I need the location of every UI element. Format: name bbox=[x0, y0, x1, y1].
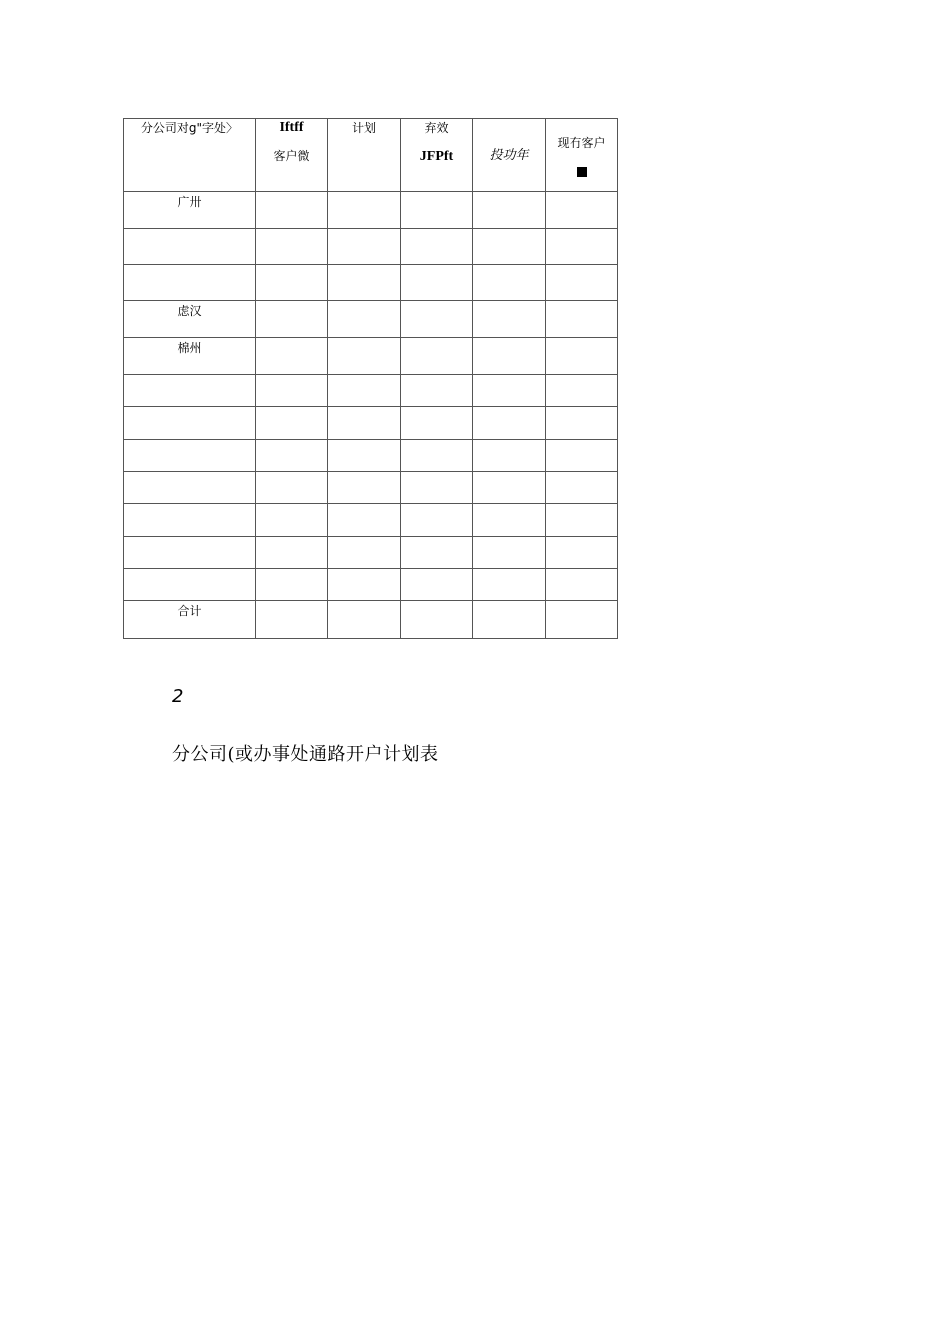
table-row bbox=[124, 537, 618, 569]
row-value-cell bbox=[328, 265, 401, 301]
row-value-cell bbox=[328, 472, 401, 504]
table-row bbox=[124, 301, 618, 338]
row-value-cell bbox=[546, 472, 618, 504]
row-label-cell bbox=[124, 569, 256, 601]
row-value-cell bbox=[401, 229, 473, 265]
header-plan-label: 计划 bbox=[351, 121, 376, 135]
table-row bbox=[124, 472, 618, 504]
row-label bbox=[124, 229, 255, 232]
row-label-cell bbox=[124, 338, 256, 375]
row-value-cell bbox=[546, 338, 618, 375]
row-value-cell bbox=[328, 440, 401, 472]
row-label: 合计 bbox=[177, 604, 202, 618]
header-existing-customers bbox=[546, 119, 618, 192]
header-investment bbox=[473, 119, 546, 192]
row-value-cell bbox=[473, 472, 546, 504]
row-value-cell bbox=[328, 407, 401, 440]
row-value-cell bbox=[473, 440, 546, 472]
row-label bbox=[124, 375, 255, 378]
row-value-cell bbox=[256, 440, 328, 472]
row-value-cell bbox=[401, 601, 473, 639]
row-value-cell bbox=[546, 265, 618, 301]
row-value-cell bbox=[256, 537, 328, 569]
row-value-cell bbox=[473, 338, 546, 375]
header-effective-line1: 弃效 bbox=[424, 121, 449, 135]
row-label: 棉州 bbox=[177, 341, 202, 355]
row-label bbox=[124, 265, 255, 268]
row-value-cell bbox=[256, 338, 328, 375]
row-value-cell bbox=[401, 504, 473, 537]
row-value-cell bbox=[473, 229, 546, 265]
row-label-cell bbox=[124, 504, 256, 537]
row-value-cell bbox=[546, 301, 618, 338]
row-value-cell bbox=[256, 229, 328, 265]
row-value-cell bbox=[256, 472, 328, 504]
row-value-cell bbox=[256, 569, 328, 601]
row-value-cell bbox=[546, 569, 618, 601]
row-value-cell bbox=[401, 472, 473, 504]
row-value-cell bbox=[328, 192, 401, 229]
table-header-row bbox=[124, 119, 618, 192]
row-value-cell bbox=[473, 192, 546, 229]
row-value-cell bbox=[401, 192, 473, 229]
row-label-cell bbox=[124, 472, 256, 504]
row-label: 虑汉 bbox=[177, 304, 202, 318]
table-row bbox=[124, 192, 618, 229]
table-row bbox=[124, 338, 618, 375]
row-label bbox=[124, 472, 255, 475]
table-row bbox=[124, 229, 618, 265]
row-label bbox=[124, 569, 255, 572]
row-label bbox=[124, 537, 255, 540]
row-value-cell bbox=[401, 569, 473, 601]
square-icon-wrap bbox=[546, 150, 617, 180]
row-value-cell bbox=[473, 407, 546, 440]
row-value-cell bbox=[256, 265, 328, 301]
row-value-cell bbox=[328, 569, 401, 601]
header-plan bbox=[328, 119, 401, 192]
row-label: 广卅 bbox=[177, 195, 202, 209]
row-value-cell bbox=[256, 192, 328, 229]
header-existing-customers-label: 现冇客户 bbox=[557, 136, 606, 150]
row-label-cell bbox=[124, 601, 256, 639]
table-row bbox=[124, 407, 618, 440]
row-value-cell bbox=[473, 569, 546, 601]
table-caption: 分公司(或办事处通路开户计划表 bbox=[172, 744, 439, 765]
row-value-cell bbox=[473, 265, 546, 301]
row-label-cell bbox=[124, 301, 256, 338]
row-label-cell bbox=[124, 375, 256, 407]
row-label bbox=[124, 407, 255, 410]
row-label bbox=[124, 440, 255, 443]
page-number: 2 bbox=[172, 686, 184, 707]
row-value-cell bbox=[546, 440, 618, 472]
row-value-cell bbox=[401, 375, 473, 407]
row-label-cell bbox=[124, 265, 256, 301]
table-row bbox=[124, 265, 618, 301]
row-label-cell bbox=[124, 192, 256, 229]
header-branch-label: 分公司对g"字处〉 bbox=[140, 121, 239, 135]
row-label-cell bbox=[124, 537, 256, 569]
table-row bbox=[124, 440, 618, 472]
row-value-cell bbox=[546, 229, 618, 265]
row-value-cell bbox=[401, 440, 473, 472]
row-value-cell bbox=[328, 301, 401, 338]
table-row bbox=[124, 504, 618, 537]
table-row bbox=[124, 375, 618, 407]
table-row bbox=[124, 601, 618, 639]
row-value-cell bbox=[546, 192, 618, 229]
row-value-cell bbox=[328, 338, 401, 375]
row-value-cell bbox=[401, 301, 473, 338]
row-value-cell bbox=[256, 301, 328, 338]
header-investment-label: 投功年 bbox=[489, 148, 529, 163]
row-value-cell bbox=[328, 537, 401, 569]
row-value-cell bbox=[546, 537, 618, 569]
row-value-cell bbox=[401, 407, 473, 440]
row-value-cell bbox=[328, 229, 401, 265]
row-value-cell bbox=[328, 504, 401, 537]
row-label-cell bbox=[124, 229, 256, 265]
row-value-cell bbox=[546, 601, 618, 639]
header-effective bbox=[401, 119, 473, 192]
row-value-cell bbox=[328, 375, 401, 407]
row-value-cell bbox=[401, 537, 473, 569]
header-effective-line2: JFPft bbox=[419, 149, 454, 164]
table-row bbox=[124, 569, 618, 601]
row-label-cell bbox=[124, 440, 256, 472]
row-value-cell bbox=[473, 375, 546, 407]
row-value-cell bbox=[473, 601, 546, 639]
row-value-cell bbox=[473, 301, 546, 338]
square-icon bbox=[577, 167, 587, 177]
row-value-cell bbox=[546, 375, 618, 407]
row-value-cell bbox=[256, 601, 328, 639]
row-value-cell bbox=[546, 504, 618, 537]
row-value-cell bbox=[473, 537, 546, 569]
row-value-cell bbox=[256, 375, 328, 407]
header-customers-line2: 客户微 bbox=[273, 149, 310, 163]
row-value-cell bbox=[401, 338, 473, 375]
header-branch bbox=[124, 119, 256, 192]
row-value-cell bbox=[401, 265, 473, 301]
plan-table bbox=[123, 118, 618, 639]
row-value-cell bbox=[256, 504, 328, 537]
row-value-cell bbox=[256, 407, 328, 440]
header-customers bbox=[256, 119, 328, 192]
row-label bbox=[124, 504, 255, 507]
row-label-cell bbox=[124, 407, 256, 440]
header-customers-line1: Iftff bbox=[279, 120, 304, 135]
row-value-cell bbox=[328, 601, 401, 639]
row-value-cell bbox=[546, 407, 618, 440]
row-value-cell bbox=[473, 504, 546, 537]
